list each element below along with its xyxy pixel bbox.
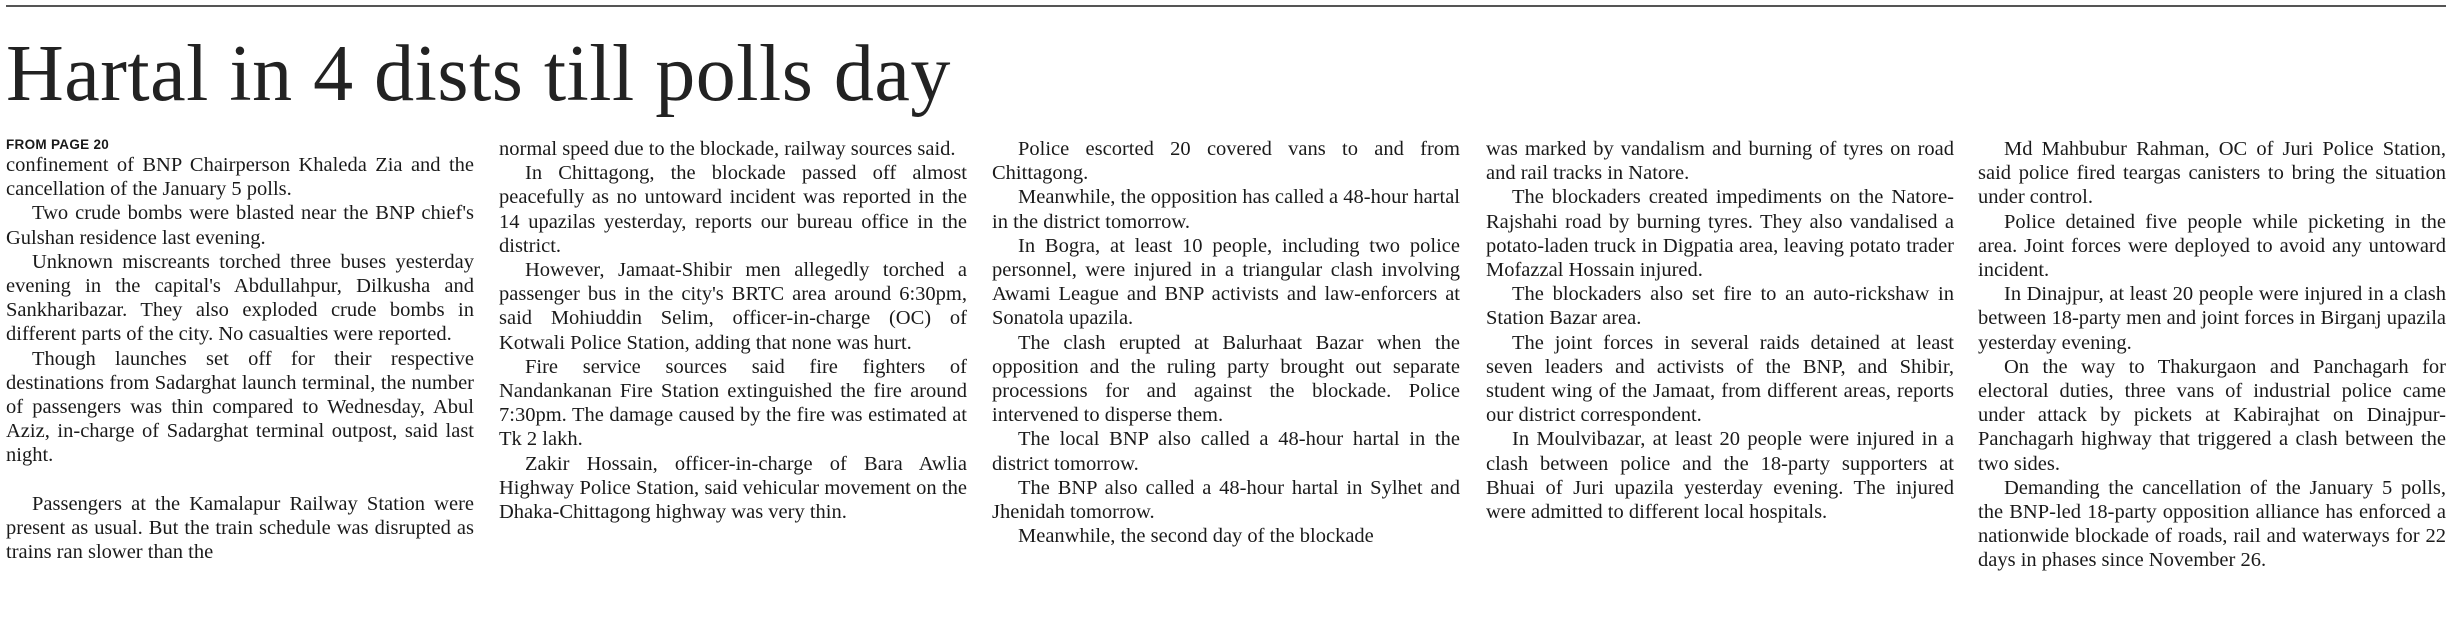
jump-label: FROM PAGE 20 [6, 137, 110, 152]
paragraph: was marked by vandalism and burning of tyres on road and rail tracks in Natore. [1486, 138, 1954, 185]
column-1 [6, 137, 474, 637]
paragraph: Meanwhile, the second day of the blockade [1018, 525, 1374, 548]
paragraph: The BNP also called a 48-hour hartal in Sylhet and Jhenidah tomorrow. [992, 476, 1460, 524]
paragraph: In Bogra, at least 10 people, including two police personnel, were injured in a triangular clash involving Awami League and BNP activists and law-enforcers at Sonatola upazila. [992, 234, 1460, 330]
paragraph: Police escorted 20 covered vans to and from Chittagong. [992, 138, 1460, 185]
paragraph: The blockaders also set fire to an auto-rickshaw in Station Bazar area. [1486, 283, 1954, 330]
column-3 [992, 137, 1460, 637]
paragraph: Police detained five people while picketing in the area. Joint forces were deployed to avoid any untoward incident. [1978, 210, 2446, 282]
paragraph: In Chittagong, the blockade passed off almost peacefully as no untoward incident was reported in the 14 upazilas yesterday, reports our bureau office in the district. [499, 162, 967, 257]
headline: Hartal in 4 dists till polls day [6, 30, 951, 118]
paragraph: Md Mahbubur Rahman, OC of Juri Police Station, said police fired teargas canisters to bring the situation under control. [1978, 138, 2446, 209]
paragraph: On the way to Thakurgaon and Panchagarh for electoral duties, three vans of industrial police came under attack by pickets at Kabirajhat on Dinajpur-Panchagarh highway that triggered a clash between the two sides. [1978, 355, 2446, 475]
paragraph: Zakir Hossain, officer-in-charge of Bara Awlia Highway Police Station, said vehicular movement on the Dhaka-Chittagong highway was very thin. [499, 452, 967, 524]
column-5 [1978, 137, 2446, 637]
paragraph: The clash erupted at Balurhaat Bazar when the opposition and the ruling party brought out separate processions for and against the blockade. Police intervened to disperse them. [992, 331, 1460, 427]
paragraph: Demanding the cancellation of the January 5 polls, the BNP-led 18-party opposition alliance has enforced a nationwide blockade of roads, rail and waterways for 22 days in phases since November 26. [1978, 476, 2446, 572]
paragraph: Unknown miscreants torched three buses yesterday evening in the capital's Abdullahpur, Dilkusha and Sankharibazar. They also exploded crude bombs in different parts of the city. No casualties were reported. [6, 250, 474, 346]
paragraph: The blockaders created impediments on the Natore-Rajshahi road by burning tyres. They also vandalised a potato-laden truck in Digpatia area, leaving potato trader Mofazzal Hossain injured. [1486, 186, 1954, 282]
paragraph: Meanwhile, the opposition has called a 48-hour hartal in the district tomorrow. [992, 186, 1460, 233]
paragraph: normal speed due to the blockade, railway sources said. [499, 138, 956, 160]
paragraph: confinement of BNP Chairperson Khaleda Zia and the cancellation of the January 5 polls. [6, 154, 474, 201]
column-4 [1486, 137, 1954, 637]
paragraph: Two crude bombs were blasted near the BNP chief's Gulshan residence last evening. [6, 202, 474, 249]
top-rule [6, 5, 2446, 7]
paragraph: In Moulvibazar, at least 20 people were injured in a clash between police and the 18-party supporters at Bhuai of Juri upazila yesterday evening. The injured were admitted to different local hospitals. [1486, 428, 1954, 524]
paragraph: The joint forces in several raids detained at least seven leaders and activists of the BNP, and Shibir, student wing of the Jamaat, from different areas, reports our district correspondent. [1486, 331, 1954, 427]
paragraph: However, Jamaat-Shibir men allegedly torched a passenger bus in the city's BRTC area around 6:30pm, said Mohiuddin Selim, officer-in-charge (OC) of Kotwali Police Station, adding that none was hurt. [499, 259, 967, 354]
column-2 [499, 137, 967, 637]
paragraph: The local BNP also called a 48-hour hartal in the district tomorrow. [992, 428, 1460, 475]
paragraph: In Dinajpur, at least 20 people were injured in a clash between 18-party men and joint forces in Birganj upazila yesterday evening. [1978, 283, 2446, 354]
paragraph: Fire service sources said fire fighters of Nandankanan Fire Station extinguished the fire around 7:30pm. The damage caused by the fire was estimated at Tk 2 lakh. [499, 355, 967, 451]
paragraph: Passengers at the Kamalapur Railway Station were present as usual. But the train schedule was disrupted as trains ran slower than the [6, 492, 474, 564]
article-body [6, 137, 2446, 637]
paragraph: Though launches set off for their respective destinations from Sadarghat launch terminal, the number of passengers was thin compared to Wednesday, Abul Aziz, in-charge of Sadarghat terminal outpost, said last night. [6, 347, 474, 467]
